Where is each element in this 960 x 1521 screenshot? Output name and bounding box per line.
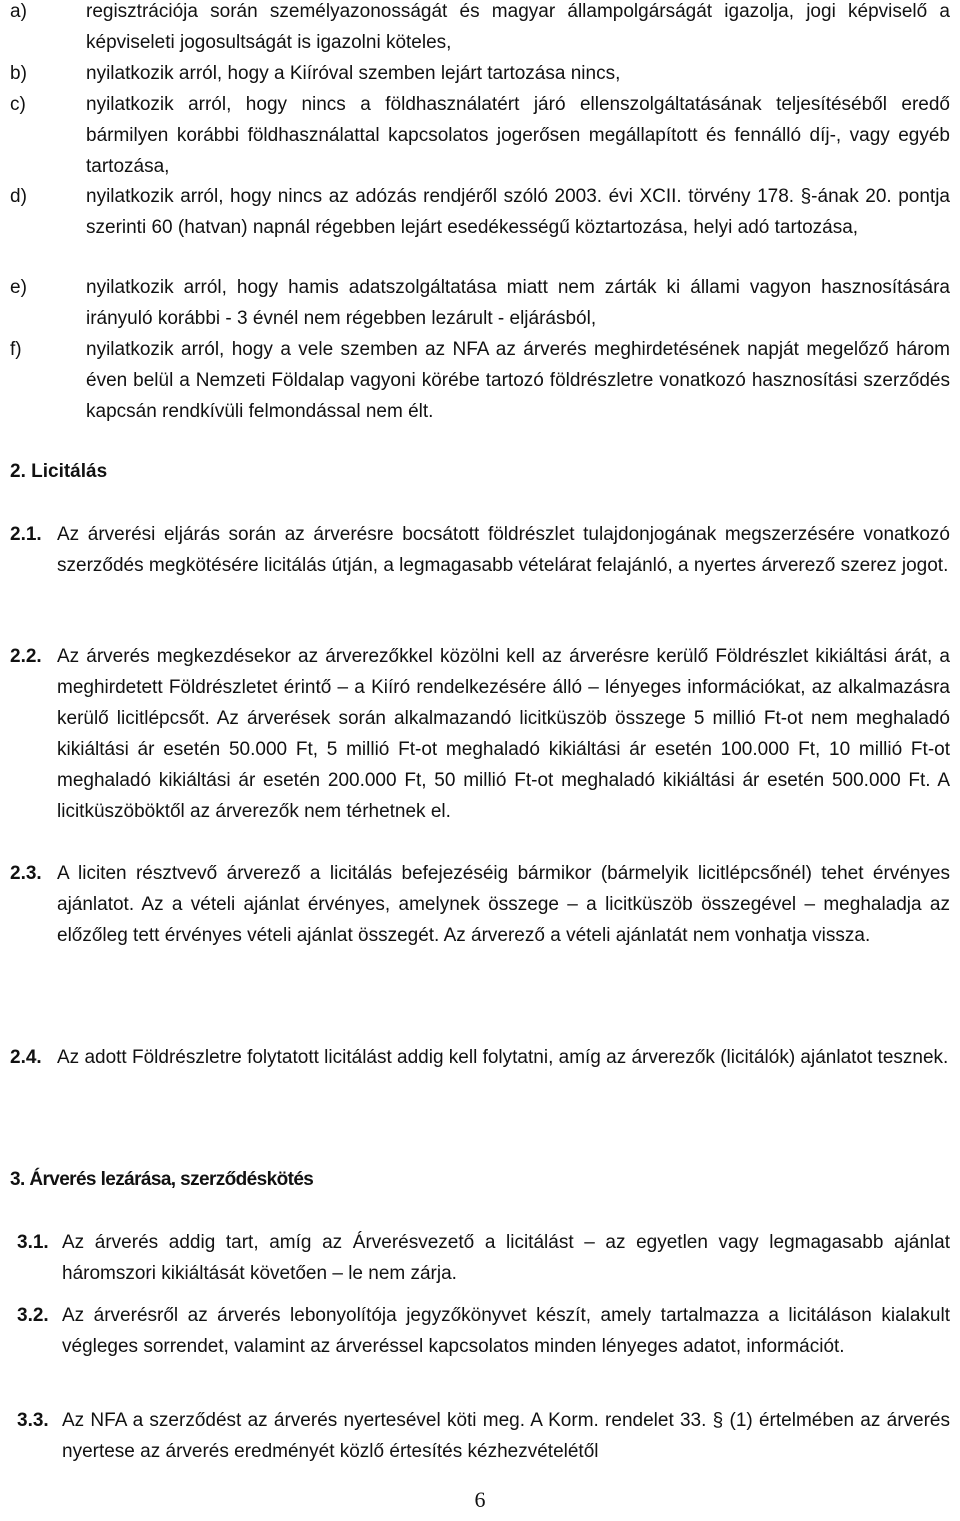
paragraph-number: 3.3. bbox=[17, 1410, 49, 1431]
section-heading: 3. Árverés lezárása, szerződéskötés bbox=[10, 1169, 314, 1190]
paragraph-text: Az árverés addig tart, amíg az Árverésvezető a licitálást – az egyetlen vagy legmagasabb ajánlat háromszori kikiáltását követően – le nem zárja. bbox=[62, 1232, 950, 1284]
list-item bbox=[0, 334, 960, 427]
list-item bbox=[0, 181, 960, 243]
list-item-text: nyilatkozik arról, hogy nincs a földhasználatért járó ellenszolgáltatásának teljesítéséből eredő bármilyen korábbi földhasználattal kapcsolatos jogerősen megállapított és fennálló díj-, vagy egyéb tartozása, bbox=[86, 94, 950, 177]
paragraph-number: 3.2. bbox=[17, 1305, 49, 1326]
numbered-paragraph bbox=[0, 1042, 960, 1073]
paragraph-number: 2.4. bbox=[10, 1047, 42, 1068]
paragraph-number: 2.2. bbox=[10, 646, 42, 667]
numbered-paragraph bbox=[0, 1405, 960, 1467]
paragraph-number: 2.3. bbox=[10, 863, 42, 884]
list-item bbox=[0, 89, 960, 182]
paragraph-text: A liciten résztvevő árverező a licitálás befejezéséig bármikor (bármelyik licitlépcsőnél) tehet érvényes ajánlatot. Az a vételi ajánlat érvényes, amelynek összege – a licitküszöb összegével – meghaladja az előzőleg tett érvényes vételi ajánlat összegét. Az árverező a vételi ajánlatát nem vonhatja vissza. bbox=[57, 863, 950, 946]
paragraph-number: 2.1. bbox=[10, 524, 42, 545]
list-item-label: a) bbox=[10, 1, 27, 22]
paragraph-text: Az NFA a szerződést az árverés nyertesével köti meg. A Korm. rendelet 33. § (1) értelmében az árverés nyertese az árverés eredményét közlő értesítés kézhezvételétől bbox=[62, 1410, 950, 1462]
list-item-label: d) bbox=[10, 186, 27, 207]
list-item-text: nyilatkozik arról, hogy hamis adatszolgáltatása miatt nem zárták ki állami vagyon hasznosítására irányuló korábbi - 3 évnél nem régebben lezárult - eljárásból, bbox=[86, 277, 950, 329]
paragraph-text: Az árverésről az árverés lebonyolítója jegyzőkönyvet készít, amely tartalmazza a licitáláson kialakult végleges sorrendet, valamint az árveréssel kapcsolatos minden lényeges adatot, információt. bbox=[62, 1305, 950, 1357]
list-item-label: c) bbox=[10, 94, 26, 115]
page-number: 6 bbox=[474, 1487, 486, 1512]
paragraph-text: Az árverés megkezdésekor az árverezőkkel közölni kell az árverésre kerülő Földrészlet kikiáltási árát, a meghirdetett Földrészletet érintő – a Kiíró rendelkezésére álló – lényeges információkat, az alkalmazásra kerülő licitlépcsőt. Az árverések során alkalmazandó licitküszöb összege 5 millió Ft-ot nem meghaladó kikiáltási ár esetén 50.000 Ft, 5 millió Ft-ot meghaladó kikiáltási ár esetén 100.000 Ft, 10 millió Ft-ot meghaladó kikiáltási ár esetén 200.000 Ft, 50 millió Ft-ot meghaladó kikiáltási ár esetén 500.000 Ft. A licitküszöböktől az árverezők nem térhetnek el. bbox=[57, 646, 950, 822]
list-item-text: nyilatkozik arról, hogy a vele szemben az NFA az árverés meghirdetésének napját megelőző három éven belül a Nemzeti Földalap vagyoni körébe tartozó földrészletre vonatkozó hasznosítási szerződés kapcsán rendkívüli felmondással nem élt. bbox=[86, 339, 950, 422]
numbered-paragraph bbox=[0, 1227, 960, 1289]
paragraph-text: Az adott Földrészletre folytatott licitálást addig kell folytatni, amíg az árverezők (licitálók) ajánlatot tesznek. bbox=[57, 1047, 949, 1068]
paragraph-number: 3.1. bbox=[17, 1232, 49, 1253]
section-heading: 2. Licitálás bbox=[10, 461, 108, 482]
list-item bbox=[0, 0, 960, 58]
numbered-paragraph bbox=[0, 1300, 960, 1362]
list-item-text: regisztrációja során személyazonosságát és magyar állampolgárságát igazolja, jogi képviselő a képviseleti jogosultságát is igazolni köteles, bbox=[86, 1, 950, 53]
numbered-paragraph bbox=[0, 519, 960, 581]
list-item-text: nyilatkozik arról, hogy a Kiíróval szemben lejárt tartozása nincs, bbox=[86, 63, 621, 84]
numbered-paragraph bbox=[0, 858, 960, 951]
list-item bbox=[0, 272, 960, 334]
paragraph-text: Az árverési eljárás során az árverésre bocsátott földrészlet tulajdonjogának megszerzésére vonatkozó szerződés megkötésére licitálás útján, a legmagasabb vételárat felajánló, a nyertes árverező szerez jogot. bbox=[57, 524, 950, 576]
list-item-text: nyilatkozik arról, hogy nincs az adózás rendjéről szóló 2003. évi XCII. törvény 178. §-ának 20. pontja szerinti 60 (hatvan) napnál régebben lejárt esedékességű köztartozása, helyi adó tartozása, bbox=[86, 186, 950, 238]
list-item-label: b) bbox=[10, 63, 27, 84]
list-item-label: e) bbox=[10, 277, 27, 298]
list-item bbox=[0, 58, 960, 89]
numbered-paragraph bbox=[0, 641, 960, 827]
list-item-label: f) bbox=[10, 339, 22, 360]
